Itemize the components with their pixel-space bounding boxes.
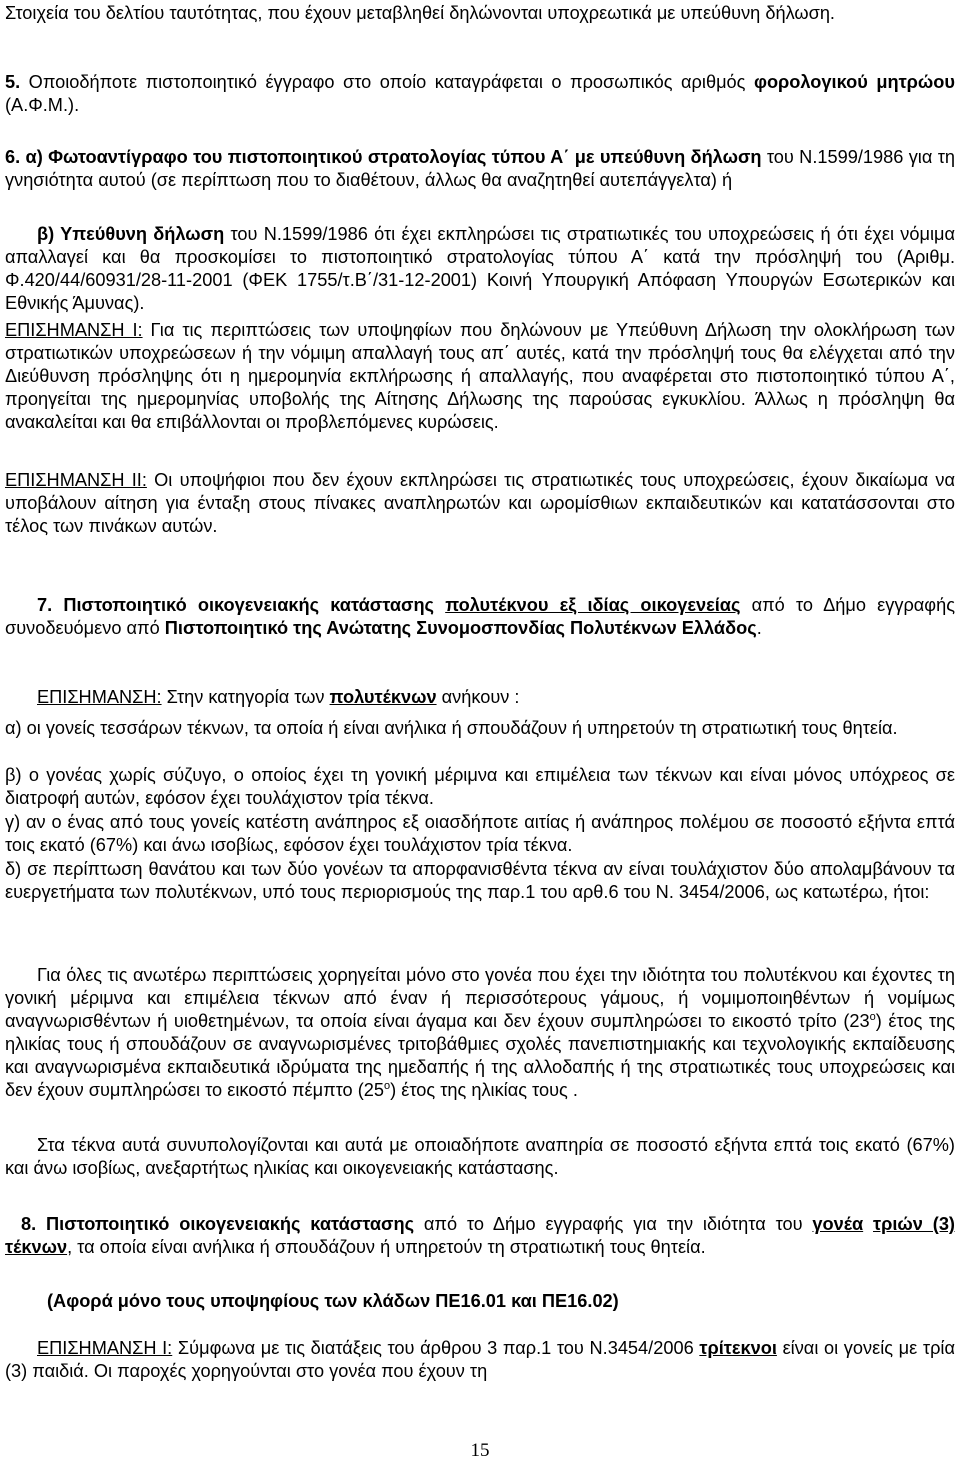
- case-c-text: γ) αν ο ένας από τους γονείς κατέστη ανάπηρος εξ οιασδήποτε αιτίας ή ανάπηρος πολέμου σε ποσοστό εξήντα επτά τοις εκατό (67%) και άνω ισοβίως, εφόσον έχει τουλάχιστον τρία τέκνα.: [5, 812, 955, 855]
- case-a: [5, 717, 955, 740]
- all-cases-text3: ) έτος της ηλικίας τους .: [390, 1080, 578, 1100]
- item-5-tail: (Α.Φ.Μ.).: [5, 95, 80, 115]
- item-8-parent: γονέα: [812, 1214, 864, 1234]
- case-b: [5, 764, 955, 810]
- item-7-end: .: [756, 618, 762, 638]
- item-5-number: 5.: [5, 72, 21, 92]
- notice-1-label: ΕΠΙΣΗΜΑΝΣΗ Ι:: [5, 320, 143, 340]
- disabled-children-paragraph: [5, 1134, 955, 1180]
- item-7-bold-org: Πιστοποιητικό της Ανώτατης Συνομοσπονδίας Πολυτέκνων Ελλάδος: [164, 618, 757, 638]
- item-8-note: [47, 1290, 947, 1313]
- notice-2-paragraph: [5, 469, 955, 538]
- item-5-paragraph: [5, 71, 955, 117]
- superscript-o-1: ο: [869, 1010, 876, 1023]
- item-7-underlined: πολυτέκνου εξ ιδίας οικογενείας: [445, 595, 741, 615]
- item-8-heading: 8. Πιστοποιητικό οικογενειακής κατάστασης: [21, 1214, 415, 1234]
- all-cases-paragraph: [5, 964, 955, 1102]
- notice-2-label: ΕΠΙΣΗΜΑΝΣΗ ΙΙ:: [5, 470, 147, 490]
- item-7-text: από το Δήμο εγγραφής συνοδευόμενο από: [5, 595, 955, 638]
- case-d: [5, 858, 955, 904]
- notice-3-paragraph: [5, 686, 955, 709]
- notice-4-text2: είναι οι γονείς με τρία (3) παιδιά. Οι παροχές χορηγούνται στο γονέα που έχουν τη: [5, 1338, 955, 1381]
- item-6b-text: του Ν.1599/1986 ότι έχει εκπληρώσει τις στρατιωτικές του υποχρεώσεις ή ότι έχει νόμιμα απαλλαγεί και θα προσκομίσει το πιστοποιητικό στρατολογίας τύπου Α΄ κατά την πρόσληψή του (Αριθμ. Φ.420/44/60931/28-11-2001 (ΦΕΚ 1755/τ.Β΄/31-12-2001) Κοινή Υπουργική Απόφαση Υπουργών Εσωτερικών και Εθνικής Άμυνας).: [5, 224, 956, 313]
- notice-1-paragraph: [5, 319, 955, 434]
- notice-4-bold: τρίτεκνοι: [699, 1338, 777, 1358]
- intro-text: Στοιχεία του δελτίου ταυτότητας, που έχουν μεταβληθεί δηλώνονται υποχρεωτικά με υπεύθυνη δήλωση.: [5, 3, 835, 23]
- intro-paragraph: [5, 2, 955, 25]
- notice-3-label: ΕΠΙΣΗΜΑΝΣΗ:: [37, 687, 162, 707]
- item-6b-heading: β) Υπεύθυνη δήλωση: [37, 224, 225, 244]
- case-b-text: β) ο γονέας χωρίς σύζυγο, ο οποίος έχει τη γονική μέριμνα και επιμέλεια των τέκνων και είναι μόνος υπόχρεος σε διατροφή αυτών, εφόσον έχει τουλάχιστον τρία τέκνα.: [5, 765, 955, 808]
- notice-3-text1: Στην κατηγορία των: [161, 687, 330, 707]
- case-a-text: α) οι γονείς τεσσάρων τέκνων, τα οποία ή είναι ανήλικα ή σπουδάζουν ή υπηρετούν τη στρατιωτική τους θητεία.: [5, 718, 898, 738]
- item-8-paragraph: [5, 1213, 955, 1259]
- notice-4-text1: Σύμφωνα με τις διατάξεις του άρθρου 3 παρ.1 του Ν.3454/2006: [172, 1338, 700, 1358]
- case-c: [5, 811, 955, 857]
- all-cases-text2: ) έτος της ηλικίας τους ή σπουδάζουν σε αναγνωρισμένες τριτοβάθμιες σχολές πανεπιστημιακής και τεχνολογικής εκπαίδευσης και αναγνωρισμένα εκπαιδευτικά ιδρύματα της ημεδαπής ή της αλλοδαπής ή της στρατιωτικές τους υποχρεώσεις και δεν έχουν συμπληρώσει το εικοστό πέμπτο (25: [5, 1011, 955, 1100]
- notice-4-label: ΕΠΙΣΗΜΑΝΣΗ Ι:: [37, 1338, 173, 1358]
- all-cases-text1: Για όλες τις ανωτέρω περιπτώσεις χορηγείται μόνο στο γονέα που έχει την ιδιότητα του πολυτέκνου και έχοντες τη γονική μέριμνα και επιμέλεια τέκνων από έναν ή περισσότερους γάμους, ή νομιμοποιηθέντων ή νομίμως αναγνωρισθέντων ή υιοθετημένων, τα οποία είναι άγαμα και δεν έχουν συμπληρώσει το εικοστό τρίτο (23: [5, 965, 955, 1031]
- notice-3-bold: πολυτέκνων: [329, 687, 437, 707]
- item-7-paragraph: [5, 594, 955, 640]
- item-6a-paragraph: [5, 146, 955, 192]
- item-6a-text: του Ν.1599/1986 για τη γνησιότητα αυτού (σε περίπτωση που το διαθέτουν, άλλως θα αναζητηθεί αυτεπάγγελτα) ή: [5, 147, 955, 190]
- item-7-heading: 7. Πιστοποιητικό οικογενειακής κατάστασης: [37, 595, 435, 615]
- item-8-text1: από το Δήμο εγγραφής για την ιδιότητα του: [414, 1214, 813, 1234]
- item-6b-paragraph: [5, 223, 955, 315]
- item-8-note-text: (Αφορά μόνο τους υποψηφίους των κλάδων ΠΕ16.01 και ΠΕ16.02): [47, 1291, 619, 1311]
- disabled-children-text: Στα τέκνα αυτά συνυπολογίζονται και αυτά με οποιαδήποτε αναπηρία σε ποσοστό εξήντα επτά τοις εκατό (67%) και άνω ισοβίως, ανεξαρτήτως ηλικίας και οικογενειακής κατάστασης.: [5, 1135, 955, 1178]
- item-8-text2: , τα οποία είναι ανήλικα ή σπουδάζουν ή υπηρετούν τη στρατιωτική τους θητεία.: [67, 1237, 706, 1257]
- item-8-space: [863, 1214, 873, 1234]
- case-d-text: δ) σε περίπτωση θανάτου και των δύο γονέων τα απορφανισθέντα τέκνα αν είναι τουλάχιστον δύο απολαμβάνουν τα ευεργετήματα των πολυτέκνων, υπό τους περιορισμούς της παρ.1 του αρθ.6 του Ν. 3454/2006, ως κατωτέρω, ήτοι:: [5, 859, 955, 902]
- item-8-three-children: τριών (3) τέκνων: [5, 1214, 955, 1257]
- item-7-space: [434, 595, 445, 615]
- superscript-o-2: ο: [384, 1079, 391, 1092]
- notice-2-text: Οι υποψήφιοι που δεν έχουν εκπληρώσει τις στρατιωτικές τους υποχρεώσεις, έχουν δικαίωμα να υποβάλουν αίτηση για ένταξη στους πίνακες αναπληρωτών και ωρομίσθιων εκπαιδευτικών και κατατάσσονται στο τέλος των πινάκων αυτών.: [5, 470, 955, 536]
- notice-4-paragraph: [5, 1337, 955, 1383]
- item-6a-heading: 6. α) Φωτοαντίγραφο του πιστοποιητικού στρατολογίας τύπου Α΄ με υπεύθυνη δήλωση: [5, 147, 762, 167]
- page-number: 15: [470, 1440, 490, 1461]
- item-5-text: Οποιοδήποτε πιστοποιητικό έγγραφο στο οποίο καταγράφεται ο προσωπικός αριθμός: [20, 72, 754, 92]
- notice-3-text2: ανήκουν :: [436, 687, 520, 707]
- notice-1-text: Για τις περιπτώσεις των υποψηφίων που δηλώνουν με Υπεύθυνη Δήλωση την ολοκλήρωση των στρατιωτικών υποχρεώσεων ή την νόμιμη απαλλαγή τους απ΄ αυτές, κατά την πρόσληψή τους θα ελέγχεται από την Διεύθυνση πρόσληψης ότι η ημερομηνία εκπλήρωσης ή απαλλαγής, που αναφέρεται στο πιστοποιητικό τύπου Α΄, προηγείται της ημερομηνίας υποβολής της Αίτησης Δήλωσης της παρούσας εγκυκλίου. Άλλως η πρόσληψη θα ανακαλείται και θα επιβάλλονται οι προβλεπόμενες κυρώσεις.: [5, 320, 955, 432]
- item-5-bold: φορολογικού μητρώου: [753, 72, 955, 92]
